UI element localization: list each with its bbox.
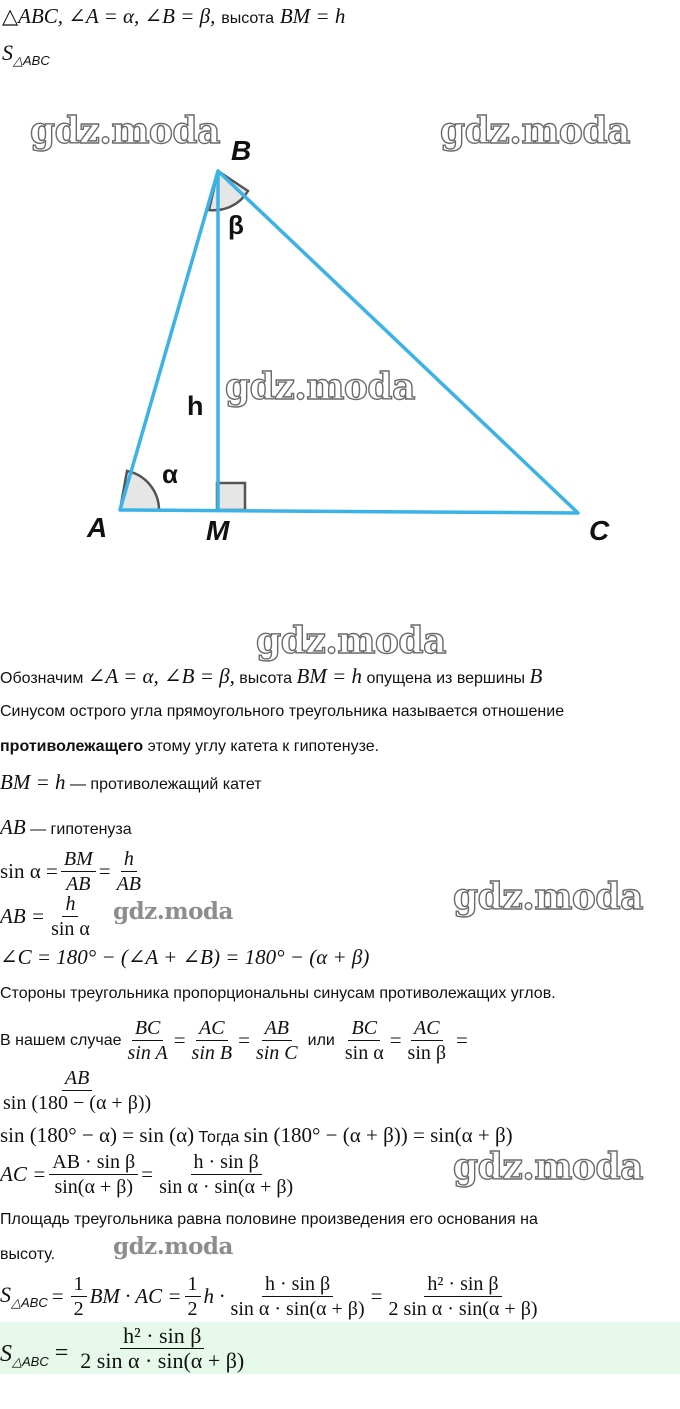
- solution-line-1: Обозначим ∠A = α, ∠B = β, высота BM = h опущена из вершины B: [0, 664, 543, 688]
- solution-line-4: BM = h — противолежащий катет: [0, 770, 262, 794]
- given-text: высота: [221, 10, 274, 27]
- solution-line-3: противолежащего этому углу катета к гипотенузе.: [0, 738, 380, 755]
- watermark: gdz.moda: [453, 1146, 643, 1188]
- label-beta: β: [228, 210, 244, 240]
- watermark: gdz.moda: [453, 876, 643, 918]
- solution-line-2: Синусом острого угла прямоугольного треугольника называется отношение: [0, 703, 565, 720]
- label-alpha: α: [162, 459, 178, 489]
- label-c: C: [589, 515, 610, 546]
- watermark: gdz.moda: [113, 1233, 233, 1260]
- area-text-2: высоту.: [0, 1246, 56, 1263]
- area-text-1: Площадь треугольника равна половине произведения его основания на: [0, 1211, 538, 1228]
- given-line: [2, 4, 345, 29]
- sin-identity-line: sin (180° − α) = sin (α) Тогда sin (180° − (α + β)) = sin(α + β): [0, 1123, 513, 1147]
- watermark: gdz.moda: [225, 366, 415, 408]
- sin-alpha-formula: sin α = $\frac{BM}{AB}$ = $\frac{h}{AB}$: [0, 848, 142, 895]
- label-b: B: [231, 135, 252, 166]
- label-m: M: [206, 515, 230, 546]
- label-h: h: [187, 391, 204, 421]
- watermark: gdz.moda: [256, 620, 446, 662]
- watermark: gdz.moda: [30, 110, 220, 152]
- watermark: gdz.moda: [113, 898, 233, 925]
- angle-c-formula: ∠C = 180° − (∠A + ∠B) = 180° − (α + β): [0, 945, 370, 969]
- law-of-sines-text: Стороны треугольника пропорциональны синусам противолежащих углов.: [0, 985, 556, 1002]
- ac-formula: AC = $\frac{\text{AB · sin β}}{\sin(\alpha + \beta)}$ = $\frac{\text{h · sin β}}{\text{sin α · sin(α + β)}}$: [0, 1151, 294, 1198]
- triangle-abc: [120, 171, 578, 513]
- given-height: BM = h: [279, 4, 346, 28]
- label-a: A: [87, 512, 108, 543]
- watermark: gdz.moda: [440, 110, 630, 152]
- ratios-formula-last: $\frac{AB}{\sin (180 - (\alpha + \beta))}$: [3, 1067, 152, 1114]
- area-formula: $S_{\triangle ABC}$ = $\frac{1}{2}$ BM · AC = $\frac{1}{2}$ h · $\frac{\text{h · sin β}}{\text{sin α · sin(α + β)}}$ = $\frac{\text{h² · sin β}}{\text{2 sin α · sin(α + β)}}$: [0, 1273, 538, 1320]
- answer-formula: $S_{\triangle ABC}$ = $\frac{\text{h² · sin β}}{\text{2 sin α · sin(α + β)}}$: [0, 1323, 245, 1373]
- triangle-figure: [0, 100, 680, 580]
- find-line: [2, 40, 50, 69]
- ab-formula: AB = $\frac{h}{\text{sin α}}$: [0, 893, 90, 940]
- find-symbol: S: [2, 40, 13, 65]
- right-angle-mark: [217, 483, 245, 510]
- solution-line-5: AB — гипотенуза: [0, 815, 132, 839]
- find-subscript: △ABC: [13, 53, 50, 68]
- ratios-formula: В нашем случае $\frac{BC}{\text{sin A}}$ = $\frac{AC}{\text{sin B}}$ = $\frac{AB}{\text{sin C}}$ или $\frac{BC}{\text{sin α}}$ = $\frac{AC}{\text{sin β}}$ =: [0, 1017, 468, 1064]
- given-math: △ABC, ∠A = α, ∠B = β,: [2, 4, 216, 28]
